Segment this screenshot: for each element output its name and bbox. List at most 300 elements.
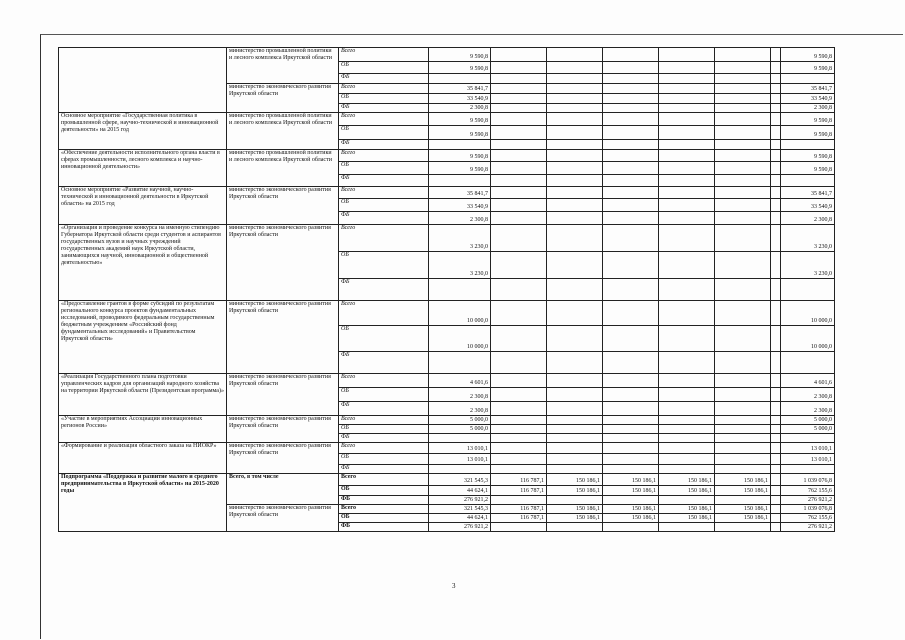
executor-cell: Всего, в том числе (227, 474, 339, 505)
year-value-cell (603, 104, 659, 113)
table-row (59, 301, 835, 326)
year-value-cell (715, 225, 771, 252)
year-value-cell (659, 496, 715, 505)
total-value-cell: 276 921,2 (781, 523, 835, 532)
total-value-cell (781, 74, 835, 84)
year-value-cell (771, 74, 781, 84)
year-value-cell (547, 388, 603, 402)
year-value-cell (659, 279, 715, 301)
table-row (59, 416, 835, 425)
total-value-cell: 2 300,8 (781, 402, 835, 416)
executor-cell: министерство экономического развития Иркутской области (227, 443, 339, 474)
year-value-cell (715, 374, 771, 388)
funding-source-cell: ОБ (339, 199, 429, 212)
year-value-cell (659, 374, 715, 388)
year-value-cell (715, 48, 771, 62)
year-value-cell: 9 590,8 (429, 126, 491, 140)
year-value-cell (659, 434, 715, 443)
year-value-cell (491, 140, 547, 150)
total-value-cell: 2 300,8 (781, 104, 835, 113)
year-value-cell (547, 126, 603, 140)
funding-source-cell: ФБ (339, 434, 429, 443)
year-value-cell (659, 187, 715, 199)
funding-source-cell: ФБ (339, 352, 429, 374)
table-row (59, 150, 835, 162)
measure-name-cell: Подпрограмма «Поддержка и развитие малого и среднего предпринимательства в Иркутской области» на 2015-2020 годы (59, 474, 227, 532)
year-value-cell: 150 186,1 (659, 505, 715, 514)
year-value-cell (603, 454, 659, 465)
funding-source-cell: ФБ (339, 74, 429, 84)
total-value-cell: 35 841,7 (781, 187, 835, 199)
year-value-cell (715, 465, 771, 474)
total-value-cell: 762 155,6 (781, 486, 835, 496)
year-value-cell (547, 225, 603, 252)
funding-source-cell: Всего (339, 225, 429, 252)
year-value-cell: 150 186,1 (659, 486, 715, 496)
year-value-cell (603, 279, 659, 301)
table-row (59, 374, 835, 388)
year-value-cell (715, 140, 771, 150)
funding-source-cell: ФБ (339, 212, 429, 225)
year-value-cell (659, 443, 715, 454)
year-value-cell (491, 187, 547, 199)
year-value-cell (715, 199, 771, 212)
measure-name-cell: Основное мероприятие «Государственная политика в промышленной сфере, научно-технической и инновационной деятельности» на 2015 год (59, 113, 227, 150)
year-value-cell: 9 590,8 (429, 62, 491, 74)
year-value-cell (659, 140, 715, 150)
funding-source-cell: ФБ (339, 279, 429, 301)
year-value-cell (771, 252, 781, 279)
year-value-cell (603, 84, 659, 94)
year-value-cell: 35 841,7 (429, 84, 491, 94)
year-value-cell: 13 010,1 (429, 454, 491, 465)
funding-source-cell: ФБ (339, 496, 429, 505)
year-value-cell (771, 199, 781, 212)
year-value-cell (603, 225, 659, 252)
year-value-cell (491, 62, 547, 74)
year-value-cell (659, 465, 715, 474)
year-value-cell (603, 187, 659, 199)
funding-source-cell: ФБ (339, 175, 429, 187)
executor-cell: министерство промышленной политики и лесного комплекса Иркутской области (227, 48, 339, 84)
total-value-cell: 2 300,8 (781, 388, 835, 402)
year-value-cell (491, 443, 547, 454)
total-value-cell: 1 039 076,8 (781, 474, 835, 486)
year-value-cell (771, 62, 781, 74)
year-value-cell (715, 352, 771, 374)
funding-source-cell: Всего (339, 416, 429, 425)
year-value-cell (429, 279, 491, 301)
year-value-cell (547, 301, 603, 326)
year-value-cell (603, 62, 659, 74)
year-value-cell (491, 496, 547, 505)
year-value-cell: 321 545,3 (429, 505, 491, 514)
year-value-cell (715, 425, 771, 434)
year-value-cell (491, 150, 547, 162)
year-value-cell: 3 230,0 (429, 225, 491, 252)
total-value-cell: 2 300,8 (781, 212, 835, 225)
total-value-cell: 5 000,0 (781, 416, 835, 425)
year-value-cell (603, 252, 659, 279)
year-value-cell (547, 212, 603, 225)
year-value-cell (603, 150, 659, 162)
year-value-cell (491, 199, 547, 212)
executor-cell: министерство экономического развития Иркутской области (227, 225, 339, 301)
year-value-cell (659, 74, 715, 84)
measure-name-cell: «Формирование и реализация областного заказа на НИОКР» (59, 443, 227, 474)
year-value-cell (491, 84, 547, 94)
measure-name-cell (59, 48, 227, 113)
year-value-cell (547, 443, 603, 454)
executor-cell: министерство экономического развития Иркутской области (227, 84, 339, 113)
year-value-cell (715, 62, 771, 74)
funding-source-cell: ОБ (339, 388, 429, 402)
funding-source-cell: ОБ (339, 326, 429, 352)
year-value-cell: 9 590,8 (429, 150, 491, 162)
total-value-cell: 1 039 076,8 (781, 505, 835, 514)
total-value-cell (781, 279, 835, 301)
year-value-cell: 150 186,1 (603, 474, 659, 486)
year-value-cell (659, 150, 715, 162)
executor-cell: министерство промышленной политики и лесного комплекса Иркутской области (227, 150, 339, 187)
year-value-cell (771, 486, 781, 496)
total-value-cell: 9 590,8 (781, 62, 835, 74)
executor-cell: министерство экономического развития Иркутской области (227, 301, 339, 374)
year-value-cell (715, 94, 771, 104)
year-value-cell (547, 252, 603, 279)
year-value-cell (659, 388, 715, 402)
funding-source-cell: Всего (339, 374, 429, 388)
year-value-cell (603, 416, 659, 425)
year-value-cell (771, 434, 781, 443)
year-value-cell: 44 624,1 (429, 486, 491, 496)
year-value-cell: 276 921,2 (429, 523, 491, 532)
year-value-cell (603, 402, 659, 416)
funding-source-cell: ОБ (339, 162, 429, 175)
year-value-cell (771, 225, 781, 252)
year-value-cell (603, 48, 659, 62)
table-row (59, 225, 835, 252)
year-value-cell: 116 787,1 (491, 505, 547, 514)
year-value-cell (547, 94, 603, 104)
year-value-cell: 150 186,1 (603, 486, 659, 496)
year-value-cell (771, 465, 781, 474)
year-value-cell (491, 225, 547, 252)
year-value-cell (715, 496, 771, 505)
year-value-cell: 321 545,3 (429, 474, 491, 486)
year-value-cell (491, 402, 547, 416)
year-value-cell (603, 126, 659, 140)
year-value-cell (771, 104, 781, 113)
year-value-cell (547, 523, 603, 532)
year-value-cell (715, 150, 771, 162)
executor-cell: министерство экономического развития Иркутской области (227, 416, 339, 443)
year-value-cell (547, 150, 603, 162)
year-value-cell (715, 326, 771, 352)
year-value-cell (715, 301, 771, 326)
year-value-cell (603, 74, 659, 84)
funding-source-cell: Всего (339, 48, 429, 62)
year-value-cell (547, 84, 603, 94)
year-value-cell (715, 388, 771, 402)
year-value-cell (491, 374, 547, 388)
year-value-cell: 10 000,0 (429, 301, 491, 326)
year-value-cell (429, 74, 491, 84)
year-value-cell (771, 279, 781, 301)
year-value-cell: 2 300,8 (429, 402, 491, 416)
year-value-cell (491, 74, 547, 84)
year-value-cell: 2 300,8 (429, 104, 491, 113)
total-value-cell: 4 601,6 (781, 374, 835, 388)
year-value-cell (771, 374, 781, 388)
budget-table (58, 47, 835, 532)
total-value-cell: 10 000,0 (781, 301, 835, 326)
year-value-cell (603, 374, 659, 388)
year-value-cell (771, 496, 781, 505)
year-value-cell (547, 74, 603, 84)
year-value-cell (491, 162, 547, 175)
year-value-cell (491, 104, 547, 113)
year-value-cell (659, 523, 715, 532)
year-value-cell (771, 150, 781, 162)
total-value-cell: 13 010,1 (781, 454, 835, 465)
year-value-cell (603, 352, 659, 374)
executor-cell: министерство экономического развития Иркутской области (227, 374, 339, 416)
year-value-cell (771, 326, 781, 352)
year-value-cell (547, 187, 603, 199)
year-value-cell (659, 425, 715, 434)
funding-source-cell: ОБ (339, 425, 429, 434)
measure-name-cell: «Участие в мероприятиях Ассоциации инновационных регионов России» (59, 416, 227, 443)
year-value-cell (491, 113, 547, 126)
year-value-cell: 13 010,1 (429, 443, 491, 454)
year-value-cell (491, 352, 547, 374)
year-value-cell (771, 175, 781, 187)
funding-source-cell: Всего (339, 301, 429, 326)
year-value-cell (659, 225, 715, 252)
year-value-cell (771, 187, 781, 199)
funding-source-cell: ОБ (339, 126, 429, 140)
year-value-cell (491, 94, 547, 104)
year-value-cell (715, 162, 771, 175)
total-value-cell: 3 230,0 (781, 225, 835, 252)
funding-source-cell: Всего (339, 443, 429, 454)
year-value-cell (603, 140, 659, 150)
year-value-cell (547, 465, 603, 474)
total-value-cell: 13 010,1 (781, 443, 835, 454)
executor-cell: министерство промышленной политики и лесного комплекса Иркутской области (227, 113, 339, 150)
year-value-cell: 150 186,1 (715, 486, 771, 496)
year-value-cell: 4 601,6 (429, 374, 491, 388)
year-value-cell (547, 454, 603, 465)
funding-source-cell: Всего (339, 505, 429, 514)
total-value-cell: 9 590,8 (781, 126, 835, 140)
year-value-cell: 44 624,1 (429, 514, 491, 523)
year-value-cell (659, 301, 715, 326)
year-value-cell: 116 787,1 (491, 514, 547, 523)
year-value-cell (771, 505, 781, 514)
year-value-cell (659, 162, 715, 175)
total-value-cell: 276 921,2 (781, 496, 835, 505)
year-value-cell (603, 434, 659, 443)
year-value-cell (771, 425, 781, 434)
year-value-cell (771, 212, 781, 225)
funding-source-cell: Всего (339, 84, 429, 94)
year-value-cell: 150 186,1 (547, 486, 603, 496)
year-value-cell (659, 126, 715, 140)
year-value-cell (715, 126, 771, 140)
year-value-cell (491, 126, 547, 140)
year-value-cell (715, 443, 771, 454)
year-value-cell (429, 140, 491, 150)
table-row (59, 474, 835, 486)
year-value-cell: 150 186,1 (547, 474, 603, 486)
table-row (59, 187, 835, 199)
year-value-cell (715, 416, 771, 425)
executor-cell: министерство экономического развития Иркутской области (227, 505, 339, 532)
year-value-cell (715, 113, 771, 126)
funding-source-cell: ОБ (339, 454, 429, 465)
year-value-cell: 5 000,0 (429, 425, 491, 434)
year-value-cell (771, 474, 781, 486)
year-value-cell (659, 48, 715, 62)
year-value-cell (771, 94, 781, 104)
year-value-cell (547, 425, 603, 434)
year-value-cell (547, 48, 603, 62)
total-value-cell: 762 155,6 (781, 514, 835, 523)
year-value-cell (491, 326, 547, 352)
table-row (59, 113, 835, 126)
year-value-cell (715, 454, 771, 465)
year-value-cell (603, 496, 659, 505)
year-value-cell: 150 186,1 (659, 514, 715, 523)
year-value-cell (491, 425, 547, 434)
year-value-cell (659, 454, 715, 465)
table-row (59, 48, 835, 62)
year-value-cell (715, 279, 771, 301)
year-value-cell (659, 84, 715, 94)
total-value-cell: 9 590,8 (781, 113, 835, 126)
year-value-cell (603, 113, 659, 126)
year-value-cell: 150 186,1 (715, 474, 771, 486)
year-value-cell: 2 300,8 (429, 388, 491, 402)
year-value-cell: 10 000,0 (429, 326, 491, 352)
year-value-cell (771, 514, 781, 523)
measure-name-cell: «Обеспечение деятельности исполнительного органа власти в сферах промышленности, лесного комплекса и научно-инновационной деятельности» (59, 150, 227, 187)
year-value-cell (715, 84, 771, 94)
total-value-cell (781, 434, 835, 443)
funding-source-cell: ОБ (339, 486, 429, 496)
funding-source-cell: Всего (339, 113, 429, 126)
year-value-cell (547, 162, 603, 175)
year-value-cell: 2 300,8 (429, 212, 491, 225)
year-value-cell (547, 402, 603, 416)
year-value-cell: 116 787,1 (491, 486, 547, 496)
year-value-cell: 9 590,8 (429, 113, 491, 126)
year-value-cell (491, 465, 547, 474)
year-value-cell (715, 104, 771, 113)
year-value-cell: 150 186,1 (715, 514, 771, 523)
total-value-cell (781, 352, 835, 374)
year-value-cell (771, 454, 781, 465)
year-value-cell (771, 84, 781, 94)
year-value-cell: 150 186,1 (603, 514, 659, 523)
year-value-cell (659, 175, 715, 187)
funding-source-cell: ОБ (339, 94, 429, 104)
total-value-cell: 5 000,0 (781, 425, 835, 434)
year-value-cell (771, 301, 781, 326)
year-value-cell (491, 279, 547, 301)
year-value-cell (659, 402, 715, 416)
year-value-cell (659, 212, 715, 225)
total-value-cell: 33 540,9 (781, 94, 835, 104)
year-value-cell (603, 94, 659, 104)
total-value-cell: 3 230,0 (781, 252, 835, 279)
year-value-cell: 3 230,0 (429, 252, 491, 279)
year-value-cell (491, 175, 547, 187)
year-value-cell (659, 326, 715, 352)
page-number: 3 (452, 582, 456, 590)
year-value-cell (547, 496, 603, 505)
year-value-cell (771, 416, 781, 425)
year-value-cell (547, 62, 603, 74)
funding-source-cell: ФБ (339, 523, 429, 532)
year-value-cell (603, 388, 659, 402)
funding-source-cell: ФБ (339, 465, 429, 474)
measure-name-cell: «Предоставление грантов в форме субсидий по результатам регионального конкурса проектов фундаментальных исследований, проводимого федеральным государственным бюджетным учреждением «Российский фонд фундаментальных исследований» и Правительством Иркутской области» (59, 301, 227, 374)
year-value-cell (715, 523, 771, 532)
year-value-cell (715, 434, 771, 443)
year-value-cell (547, 416, 603, 425)
year-value-cell (603, 212, 659, 225)
year-value-cell (659, 62, 715, 74)
year-value-cell (771, 126, 781, 140)
year-value-cell (603, 425, 659, 434)
total-value-cell (781, 465, 835, 474)
year-value-cell: 35 841,7 (429, 187, 491, 199)
year-value-cell (603, 443, 659, 454)
year-value-cell (771, 113, 781, 126)
year-value-cell: 9 590,8 (429, 162, 491, 175)
total-value-cell: 33 540,9 (781, 199, 835, 212)
year-value-cell (547, 434, 603, 443)
year-value-cell (659, 352, 715, 374)
year-value-cell (547, 140, 603, 150)
year-value-cell (715, 212, 771, 225)
total-value-cell: 9 590,8 (781, 162, 835, 175)
year-value-cell (547, 113, 603, 126)
funding-source-cell: ОБ (339, 62, 429, 74)
year-value-cell: 33 540,9 (429, 199, 491, 212)
measure-name-cell: Основное мероприятие «Развитие научной, научно-технической и инновационной деятельности в Иркутской области» на 2015 год (59, 187, 227, 225)
executor-cell: министерство экономического развития Иркутской области (227, 187, 339, 225)
year-value-cell (491, 48, 547, 62)
year-value-cell (547, 104, 603, 113)
year-value-cell (715, 175, 771, 187)
year-value-cell (547, 279, 603, 301)
year-value-cell (603, 162, 659, 175)
year-value-cell: 5 000,0 (429, 416, 491, 425)
year-value-cell (547, 199, 603, 212)
year-value-cell: 150 186,1 (547, 514, 603, 523)
year-value-cell: 150 186,1 (603, 505, 659, 514)
measure-name-cell: «Организация и проведение конкурса на именную стипендию Губернатора Иркутской области среди студентов и аспирантов государственных вузов и научных учреждений государственных академий наук Иркутской области, занимающихся научной, инновационной и общественной деятельностью» (59, 225, 227, 301)
year-value-cell (547, 326, 603, 352)
year-value-cell (715, 252, 771, 279)
year-value-cell (603, 199, 659, 212)
year-value-cell: 150 186,1 (715, 505, 771, 514)
year-value-cell (659, 252, 715, 279)
